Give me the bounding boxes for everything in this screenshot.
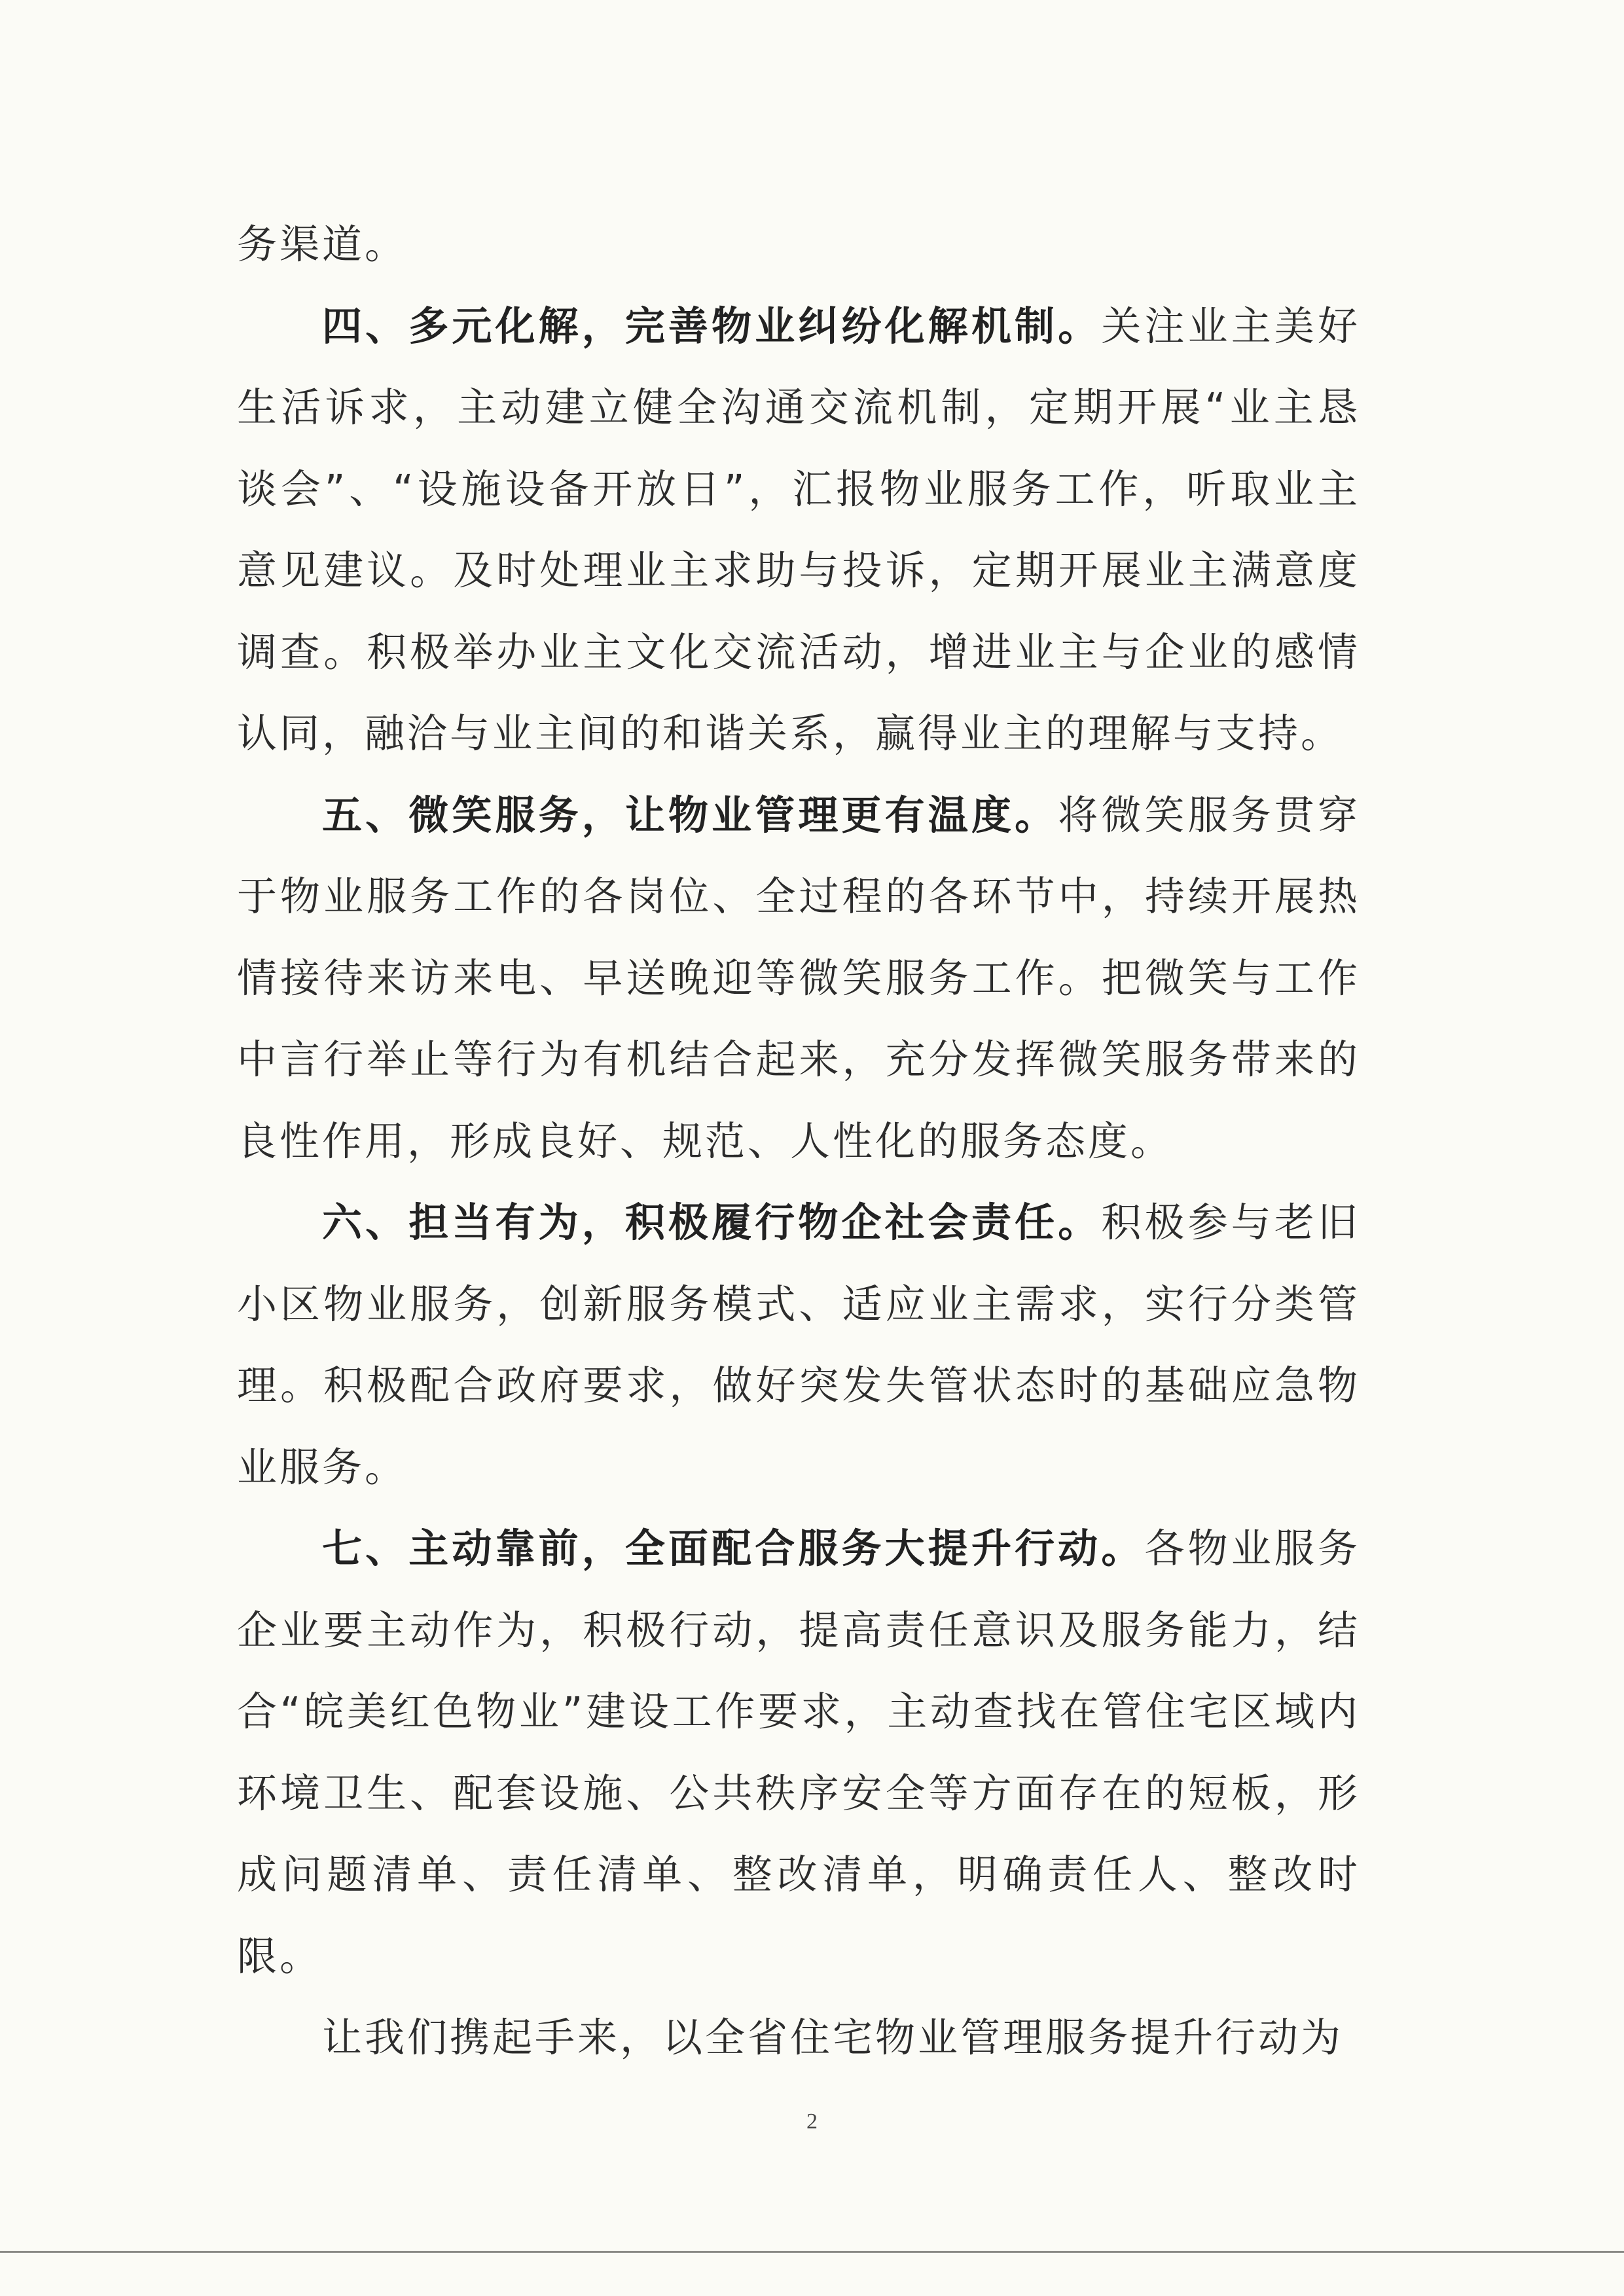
bottom-divider [0,2251,1624,2253]
paragraph-continuation [237,204,1360,286]
paragraph-closing [237,1997,1360,2079]
page-number: 2 [806,2109,818,2134]
document-body [237,204,1360,2079]
section-heading: 四、多元化解，完善物业纠纷化解机制。 [322,302,1102,350]
paragraph-text: 将微笑服务贯穿于物业服务工作的各岗位、全过程的各环节中，持续开展热情接待来访来电、早送晚迎等微笑服务工作。把微笑与工作中言行举止等行为有机结合起来，充分发挥微笑服务带来的良性作用，形成良好、规范、人性化的服务态度。 [237,792,1360,1165]
section-heading: 五、微笑服务，让物业管理更有温度。 [322,792,1058,839]
paragraph-section-4 [237,286,1360,775]
paragraph-text: 各物业服务企业要主动作为，积极行动，提高责任意识及服务能力，结合“皖美红色物业”建设工作要求，主动查找在管住宅区域内环境卫生、配套设施、公共秩序安全等方面存在的短板，形成问题清单、责任清单、整改清单，明确责任人、整改时限。 [237,1525,1360,1980]
paragraph-text: 积极参与老旧小区物业服务，创新服务模式、适应业主需求，实行分类管理。积极配合政府要求，做好突发失管状态时的基础应急物业服务。 [237,1199,1360,1491]
paragraph-section-7 [237,1508,1360,1997]
paragraph-section-5 [237,775,1360,1183]
paragraph-section-6 [237,1182,1360,1508]
section-heading: 六、担当有为，积极履行物企社会责任。 [322,1199,1102,1246]
section-heading: 七、主动靠前，全面配合服务大提升行动。 [322,1525,1145,1572]
paragraph-text: 务渠道。 [237,221,408,268]
paragraph-text: 让我们携起手来，以全省住宅物业管理服务提升行动为 [322,2014,1344,2061]
paragraph-text: 关注业主美好生活诉求，主动建立健全沟通交流机制，定期开展“业主恳谈会”、“设施设备开放日”，汇报物业服务工作，听取业主意见建议。及时处理业主求助与投诉，定期开展业主满意度调查。积极举办业主文化交流活动，增进业主与企业的感情认同，融洽与业主间的和谐关系，赢得业主的理解与支持。 [237,302,1360,757]
